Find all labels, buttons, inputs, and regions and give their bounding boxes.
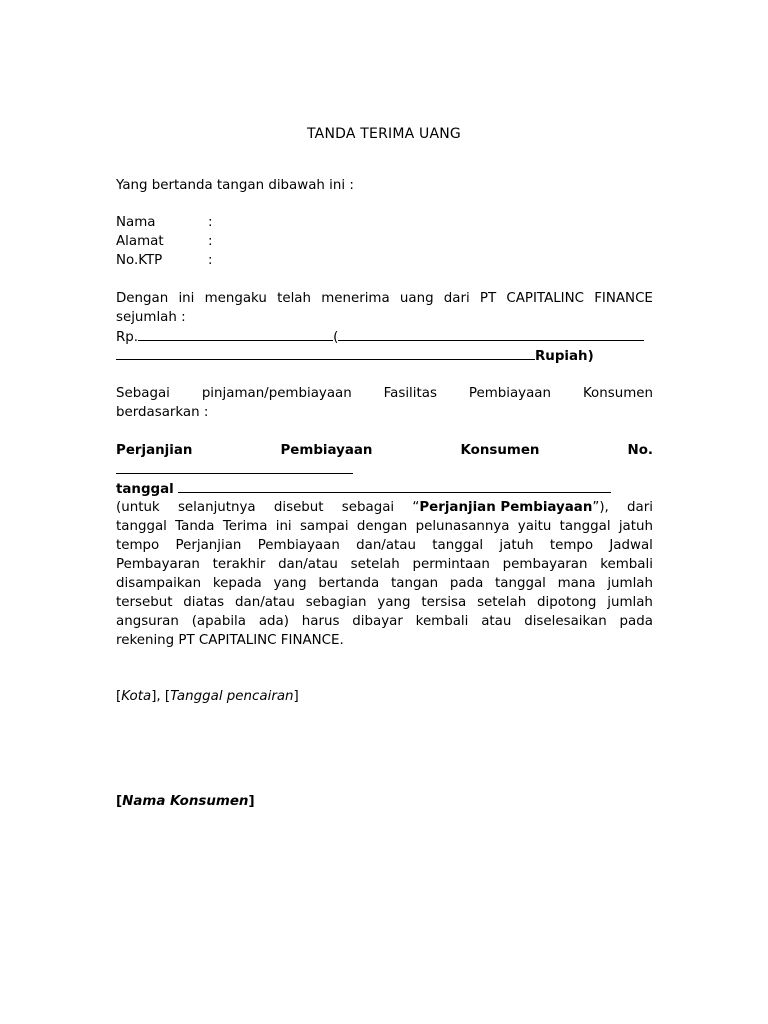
- word: tanggal: [116, 519, 167, 534]
- agreement-number-line: [116, 460, 353, 480]
- word: harus: [301, 614, 340, 629]
- word: jatuh: [618, 519, 653, 534]
- word: ada): [258, 614, 289, 629]
- word: tersisa: [421, 595, 467, 610]
- field-colon-nama: :: [208, 215, 213, 230]
- bracket: ]: [293, 689, 299, 704]
- amount-intro: sejumlah :: [116, 310, 186, 325]
- rupiah-suffix: Rupiah): [535, 349, 594, 364]
- amount-line: [116, 327, 644, 347]
- quoted-term-group: [412, 498, 608, 517]
- word: yang: [377, 595, 411, 610]
- word: pinjaman/pembiayaan: [201, 386, 352, 401]
- customer-name-placeholder: Nama Konsumen: [122, 794, 249, 809]
- bracket: [: [116, 794, 123, 809]
- word: tersebut: [116, 595, 173, 610]
- word: tempo: [549, 538, 594, 553]
- amount-blank: [138, 327, 333, 341]
- word: Pembayaran: [116, 557, 200, 572]
- word: sampai: [299, 519, 349, 534]
- word: Jadwal: [609, 538, 653, 553]
- word: FINANCE: [594, 291, 653, 306]
- place-date-line: [116, 687, 299, 706]
- word: dipotong: [537, 595, 597, 610]
- word: permintaan: [412, 557, 490, 572]
- word: Dengan: [116, 291, 169, 306]
- word: kembali: [415, 614, 469, 629]
- received-statement-line: [116, 289, 653, 308]
- word: telah: [277, 291, 311, 306]
- agreement-para-line-1: [116, 498, 653, 517]
- word: ini: [275, 519, 292, 534]
- bracket: [: [116, 689, 122, 704]
- agreement-para-last-line: rekening PT CAPITALINC FINANCE.: [116, 633, 344, 648]
- word: diselesaikan: [524, 614, 607, 629]
- tanggal-label: tanggal: [116, 482, 174, 497]
- word: tanggal: [432, 538, 484, 553]
- word: selanjutnya: [177, 500, 256, 515]
- word: sebagian: [305, 595, 367, 610]
- word: angsuran: [116, 614, 179, 629]
- amount-words-blank-2: [116, 346, 535, 360]
- quoted-term: Perjanjian Pembiayaan: [419, 500, 593, 515]
- word: kepada: [212, 576, 262, 591]
- word: disebut: [273, 500, 324, 515]
- word: menerima: [321, 291, 390, 306]
- field-colon-ktp: :: [208, 253, 213, 268]
- word: Konsumen: [460, 443, 540, 458]
- word: mana: [557, 576, 596, 591]
- agreement-para-line-4: [116, 555, 653, 574]
- word: terakhir: [212, 557, 266, 572]
- field-label-ktp: No.KTP: [116, 253, 163, 268]
- rp-prefix: Rp.: [116, 330, 139, 345]
- agreement-para-line-6: [116, 593, 653, 612]
- separator: ], [: [151, 689, 171, 704]
- field-label-alamat: Alamat: [116, 234, 164, 249]
- word: dengan: [356, 519, 408, 534]
- word: jumlah: [607, 576, 653, 591]
- rupiah-line: [116, 346, 594, 366]
- word: yaitu: [517, 519, 552, 534]
- agreement-date-line: [116, 479, 611, 499]
- word: jatuh: [499, 538, 534, 553]
- word: tanggal: [495, 576, 546, 591]
- agreement-para-line-3: [116, 536, 653, 555]
- word: Terima: [222, 519, 268, 534]
- word: kembali: [600, 557, 653, 572]
- word: tanggal: [559, 519, 611, 534]
- bracket: ]: [248, 794, 255, 809]
- word: sebagai: [341, 500, 395, 515]
- agreement-para-line-5: [116, 574, 653, 593]
- word: No.: [627, 443, 653, 458]
- field-colon-alamat: :: [208, 234, 213, 249]
- word: (apabila: [191, 614, 246, 629]
- document-title: TANDA TERIMA UANG: [307, 126, 461, 142]
- word: Pembiayaan: [257, 538, 340, 553]
- amount-words-blank: [338, 327, 644, 341]
- word: setelah: [477, 595, 527, 610]
- word: Pembiayaan: [468, 386, 551, 401]
- agreement-heading: [116, 441, 653, 460]
- word: dari: [443, 291, 470, 306]
- word: dan/atau: [278, 557, 338, 572]
- word: Pembiayaan: [280, 443, 373, 458]
- word: ini: [178, 291, 195, 306]
- basis-line-2: berdasarkan :: [116, 405, 209, 420]
- word: bertanda: [318, 576, 380, 591]
- word: mengaku: [204, 291, 267, 306]
- agreement-para-line-7: [116, 612, 653, 631]
- paren-open: (: [333, 330, 339, 345]
- word: diatas: [183, 595, 225, 610]
- word: pada: [619, 614, 653, 629]
- word: (untuk: [116, 500, 160, 515]
- word: pelunasannya: [415, 519, 510, 534]
- word: Perjanjian: [175, 538, 242, 553]
- word: jumlah: [607, 595, 653, 610]
- word: Tanda: [175, 519, 215, 534]
- word: dari: [627, 500, 653, 515]
- word: CAPITALINC: [506, 291, 585, 306]
- word: tempo: [116, 538, 160, 553]
- word: dan/atau: [356, 538, 416, 553]
- word: Fasilitas: [383, 386, 437, 401]
- intro-text: Yang bertanda tangan dibawah ini :: [116, 178, 354, 193]
- date-placeholder: Tanggal pencairan: [170, 689, 294, 704]
- agreement-date-blank: [178, 479, 611, 493]
- word: pembayaran: [502, 557, 588, 572]
- word: atau: [481, 614, 512, 629]
- basis-line: [116, 384, 653, 403]
- place-placeholder: Kota: [121, 689, 152, 704]
- word: setelah: [350, 557, 400, 572]
- signature-line: [116, 792, 255, 811]
- quote-open: “: [412, 500, 420, 515]
- word: pada: [449, 576, 484, 591]
- word: yang: [273, 576, 307, 591]
- word: dibayar: [352, 614, 403, 629]
- agreement-number-blank: [116, 460, 353, 474]
- word: Konsumen: [582, 386, 653, 401]
- word: disampaikan: [116, 576, 202, 591]
- word: Sebagai: [116, 386, 170, 401]
- word: tangan: [391, 576, 439, 591]
- word: PT: [479, 291, 497, 306]
- agreement-para-line-2: [116, 517, 653, 536]
- quote-close: ”),: [592, 500, 609, 515]
- field-label-nama: Nama: [116, 215, 156, 230]
- word: dan/atau: [235, 595, 295, 610]
- word: uang: [399, 291, 434, 306]
- word: Perjanjian: [116, 443, 193, 458]
